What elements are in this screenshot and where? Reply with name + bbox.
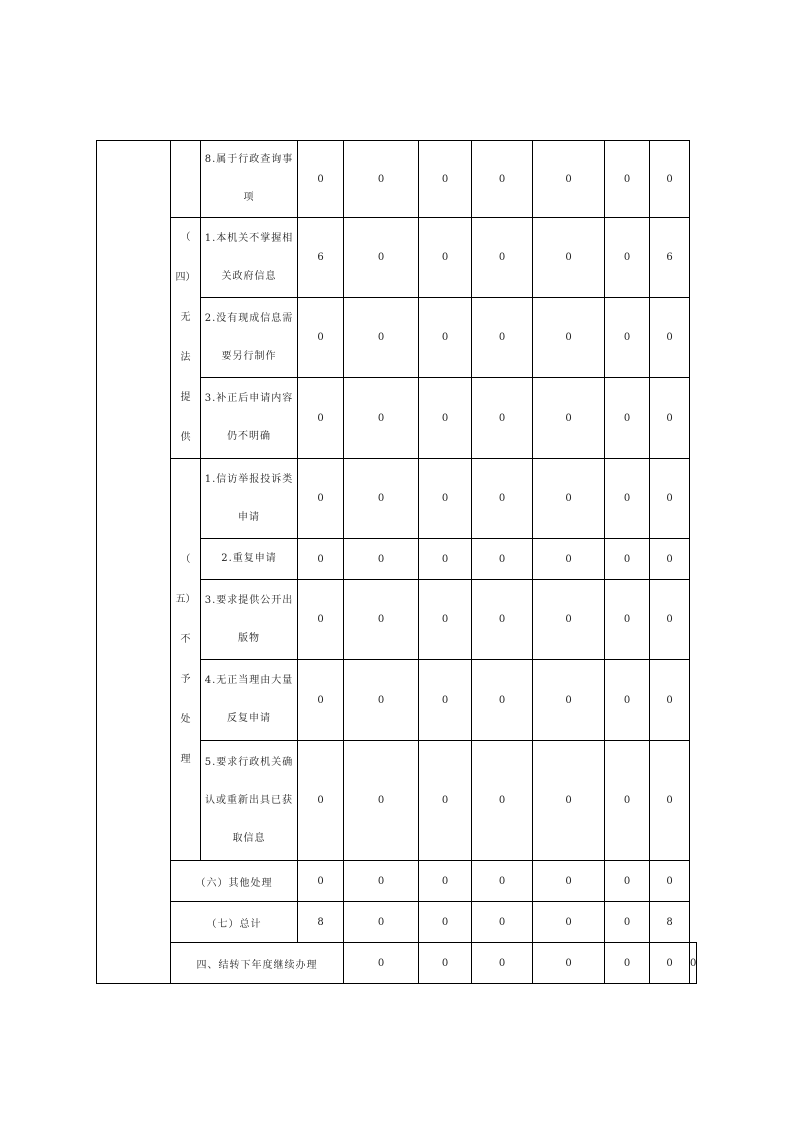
value-cell: 0	[419, 459, 472, 539]
value-cell: 0	[533, 378, 605, 459]
item-label: 2.重复申请	[201, 539, 298, 580]
value-cell: 0	[533, 861, 605, 902]
value-cell: 0	[533, 902, 605, 943]
value-cell: 0	[605, 660, 650, 741]
value-cell: 0	[344, 943, 419, 984]
value-cell: 0	[605, 943, 650, 984]
value-cell: 8	[298, 902, 344, 943]
value-cell: 0	[605, 218, 650, 298]
value-cell: 0	[533, 459, 605, 539]
value-cell: 0	[650, 580, 690, 660]
value-cell: 0	[419, 539, 472, 580]
value-cell: 0	[650, 378, 690, 459]
value-cell: 0	[344, 902, 419, 943]
value-cell: 0	[472, 378, 533, 459]
value-cell: 0	[605, 539, 650, 580]
value-cell: 0	[650, 539, 690, 580]
value-cell: 0	[298, 539, 344, 580]
value-cell: 0	[344, 218, 419, 298]
value-cell: 0	[472, 580, 533, 660]
value-cell: 0	[472, 943, 533, 984]
value-cell: 0	[419, 741, 472, 861]
table-row	[97, 943, 697, 984]
value-cell: 0	[472, 459, 533, 539]
value-cell: 0	[605, 580, 650, 660]
value-cell: 0	[472, 218, 533, 298]
value-cell: 0	[344, 378, 419, 459]
value-cell: 0	[344, 459, 419, 539]
value-cell: 0	[419, 218, 472, 298]
value-cell: 0	[605, 298, 650, 378]
value-cell: 0	[533, 141, 605, 218]
value-cell: 0	[419, 580, 472, 660]
item-label: 2.没有现成信息需 要另行制作	[201, 298, 298, 378]
value-cell: 0	[472, 660, 533, 741]
value-cell: 0	[472, 141, 533, 218]
value-cell: 0	[533, 298, 605, 378]
value-cell: 0	[605, 141, 650, 218]
value-cell: 0	[419, 943, 472, 984]
value-cell: 0	[533, 741, 605, 861]
value-cell: 0	[344, 141, 419, 218]
value-cell: 0	[344, 660, 419, 741]
value-cell: 0	[533, 580, 605, 660]
value-cell: 0	[419, 861, 472, 902]
value-cell: 0	[419, 660, 472, 741]
value-cell: 0	[344, 741, 419, 861]
item-label: 1.本机关不掌握相 关政府信息	[201, 218, 298, 298]
value-cell: 0	[298, 660, 344, 741]
value-cell: 6	[298, 218, 344, 298]
value-cell: 0	[533, 660, 605, 741]
value-cell: 0	[419, 378, 472, 459]
value-cell: 0	[472, 902, 533, 943]
value-cell: 0	[298, 861, 344, 902]
value-cell: 0	[472, 861, 533, 902]
statistics-table	[96, 140, 697, 984]
total-label: （七）总计	[171, 902, 298, 943]
empty-category-cell	[97, 141, 171, 984]
value-cell: 0	[650, 141, 690, 218]
item-label: 3.补正后申请内容 仍不明确	[201, 378, 298, 459]
value-cell: 0	[605, 378, 650, 459]
value-cell: 0	[650, 459, 690, 539]
value-cell: 0	[344, 861, 419, 902]
item-label: 8.属于行政查询事 项	[201, 141, 298, 218]
value-cell: 0	[472, 298, 533, 378]
value-cell: 0	[605, 861, 650, 902]
table-row	[97, 141, 697, 218]
item-label: 3.要求提供公开出 版物	[201, 580, 298, 660]
value-cell: 0	[344, 539, 419, 580]
value-cell: 0	[344, 580, 419, 660]
value-cell: 0	[472, 539, 533, 580]
value-cell: 0	[650, 861, 690, 902]
value-cell: 0	[605, 902, 650, 943]
value-cell: 0	[605, 459, 650, 539]
value-cell: 0	[533, 943, 605, 984]
table-row	[97, 218, 697, 298]
table-row	[97, 861, 697, 902]
item-label: 4.无正当理由大量 反复申请	[201, 660, 298, 741]
group-label-cannot-provide: （ 四） 无 法 提 供	[171, 218, 201, 459]
carry-over-label: 四、结转下年度继续办理	[171, 943, 344, 984]
value-cell: 0	[690, 943, 697, 984]
value-cell: 0	[419, 141, 472, 218]
value-cell: 0	[298, 741, 344, 861]
other-processing-label: （六）其他处理	[171, 861, 298, 902]
value-cell: 0	[650, 741, 690, 861]
value-cell: 8	[650, 902, 690, 943]
item-label: 5.要求行政机关确 认或重新出具已获 取信息	[201, 741, 298, 861]
value-cell: 0	[298, 378, 344, 459]
empty-group-cell	[171, 141, 201, 218]
value-cell: 6	[650, 218, 690, 298]
value-cell: 0	[298, 141, 344, 218]
value-cell: 0	[298, 459, 344, 539]
value-cell: 0	[419, 298, 472, 378]
table-row	[97, 459, 697, 539]
value-cell: 0	[650, 298, 690, 378]
value-cell: 0	[298, 580, 344, 660]
value-cell: 0	[533, 539, 605, 580]
value-cell: 0	[650, 660, 690, 741]
value-cell: 0	[650, 943, 690, 984]
value-cell: 0	[533, 218, 605, 298]
group-label-not-processed: （ 五） 不 予 处 理	[171, 459, 201, 861]
value-cell: 0	[298, 298, 344, 378]
value-cell: 0	[344, 298, 419, 378]
value-cell: 0	[605, 741, 650, 861]
value-cell: 0	[472, 741, 533, 861]
item-label: 1.信访举报投诉类 申请	[201, 459, 298, 539]
table-row	[97, 902, 697, 943]
value-cell: 0	[419, 902, 472, 943]
